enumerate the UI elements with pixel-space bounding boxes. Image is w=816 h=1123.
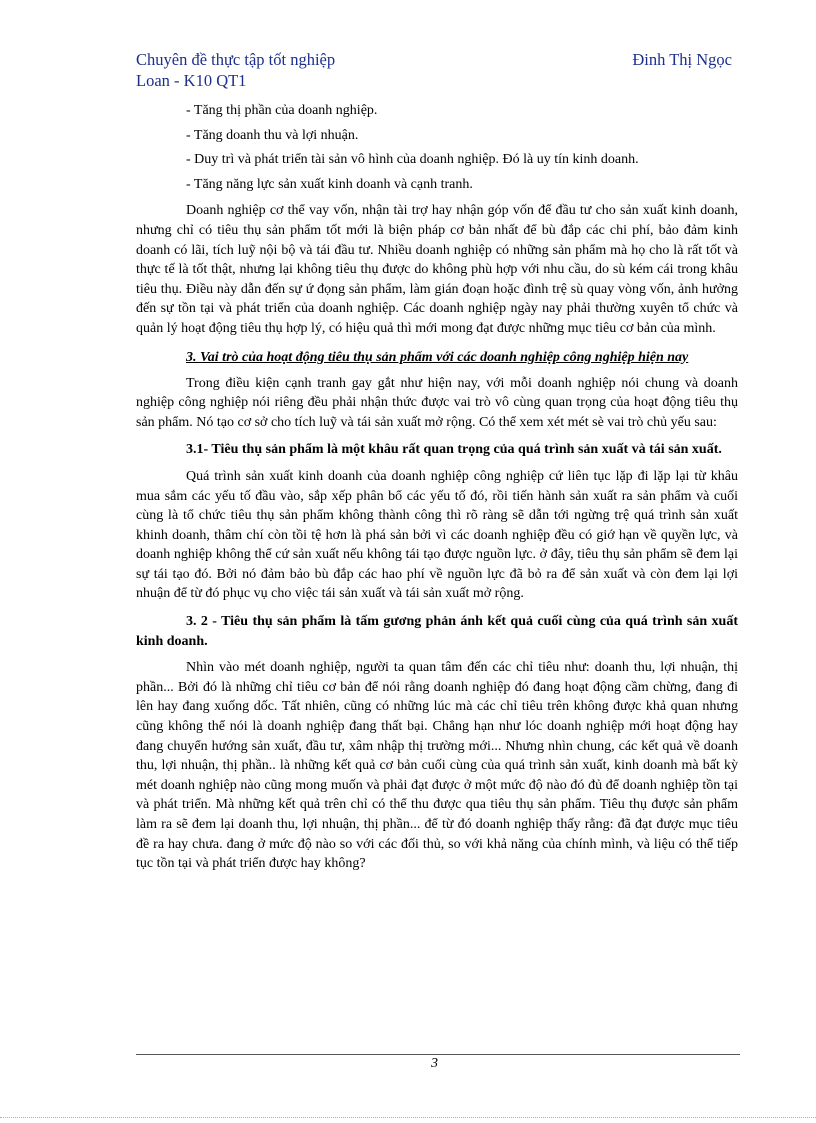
bullet-item: - Tăng năng lực sản xuất kinh doanh và cạnh tranh. [186,176,473,192]
subsection-heading: 3. 2 - Tiêu thụ sản phẩm là tấm gương phản ánh kết quả cuối cùng của quá trình sản xuất kinh doanh. [136,614,738,649]
document-body [136,101,738,874]
page-number: 3 [431,1056,438,1071]
bullet-item: - Duy trì và phát triển tài sản vô hình của doanh nghiệp. Đó là uy tín kinh doanh. [186,152,639,168]
paragraph: Quá trình sản xuất kinh doanh của doanh nghiệp công nghiệp cứ liên tục lặp đi lặp lại từ khâu mua sắm các yếu tố đầu vào, sắp xếp phân bổ các yếu tố đó, rồi tiến hành sản xuất ra sản phẩm và cuối cùng là tổ chức tiêu thụ sản phẩm không thành công thì rõ ràng sẽ dẫn tới ngừng trệ quá trình sản xuất khinh doanh, thâm chí còn tồi tệ hơn là phá sản bởi vì các doanh nghiệp đều có giớ hạn về quyền lực, và doanh nghiệp không thể cứ sản xuất nếu không tái tạo được nguồn lực. ở đây, tiêu thụ sản phẩm sẽ đem lại sự tái tạo đó. Bởi nó đảm bảo bù đắp các hao phí về nguồn lực đã bỏ ra để sản xuất và còn đem lại lợi nhuận để từ đó phục vụ cho việc tái sản xuất và tái sản xuất mở rộng. [136,468,738,602]
section-heading: 3. Vai trò của hoạt động tiêu thụ sản phẩm với các doanh nghiệp công nghiệp hiện nay [186,349,689,365]
bullet-item: - Tăng doanh thu và lợi nhuận. [186,127,359,143]
subsection-heading: 3.1- Tiêu thụ sản phẩm là một khâu rất quan trọng của quá trình sản xuất và tái sản xuất. [186,442,722,458]
paragraph: Trong điều kiện cạnh tranh gay gắt như hiện nay, với mỗi doanh nghiệp nói chung và doanh nghiệp công nghiệp nói riêng đều phải nhận thức được vai trò vô cùng quan trọng của hoạt động tiêu thụ sản phẩm. Nó tạo cơ sở cho tích luỹ và tái sản xuất mở rộng. Có thể xem xét mét sè vai trò chủ yếu sau: [136,375,738,430]
header-title: Chuyên đề thực tập tốt nghiệp [136,50,336,69]
paragraph: Doanh nghiệp cơ thể vay vốn, nhận tài trợ hay nhận góp vốn để đầu tư cho sản xuất kinh doanh, nhưng chỉ có tiêu thụ sản phẩm tốt mới là biện pháp cơ bản nhất để bù đắp các chi phí, bảo đảm kinh doanh có lãi, tích luỹ nội bộ và tái đầu tư. Nhiều doanh nghiệp có những sản phẩm mà họ cho là rất tốt và thực tế là tốt thật, nhưng lại không tiêu thụ được do không phù hợp với nhu cầu, do sù kém cái trong khâu tiêu thụ. Điều này dẫn đến sự ứ đọng sản phẩm, làm gián đoạn hoặc đình trệ sù quay vòng vốn, ảnh hưởng đến sự tồn tại và phát triển của doanh nghiệp. Các doanh nghiệp ngày nay phải thường xuyên tổ chức và quản lý hoạt động tiêu thụ hợp lý, có hiệu quả thì mới mong đạt được những mục tiêu cơ bản của mình. [136,203,738,336]
paragraph: Nhìn vào mét doanh nghiệp, người ta quan tâm đến các chỉ tiêu như: doanh thu, lợi nhuận, thị phần... Bởi đó là những chỉ tiêu cơ bản để nói rằng doanh nghiệp đó đang hoạt động cầm chừng, đang đi lên hay đang xuống dốc. Tất nhiên, cũng có những lúc mà các chỉ tiêu trên không được khả quan nhưng cũng không thể nói là doanh nghiệp đang thất bại. Chẳng hạn như lóc doanh nghiệp mới hoạt động hay đang chuyển hướng sản xuất, đầu tư, xâm nhập thị trường mới... Nhưng nhìn chung, các kết quả về doanh thu, lợi nhuận, thị phần.. là những kết quả cơ bản cuối cùng của quá trình sản xuất, kinh doanh mà bất kỳ mét doanh nghiệp nào cũng mong muốn và phải đạt được ở một mức độ nào đó đủ để doanh nghiệp tồn tại và phát triển. Mà những kết quả trên chỉ có thể thu được qua tiêu thụ sản phẩm. Tiêu thụ được sản phẩm làm ra sẽ đem lại doanh thu, lợi nhuận, thị phần... để từ đó doanh nghiệp thấy rằng: đã đạt được mục tiêu đề ra hay chưa. đang ở mức độ nào so với các đối thủ, so với khả năng của chính mình, và liệu có thể tiếp tục tồn tại và phát triển được hay không? [136,660,738,872]
page-edge-rule [0,1117,816,1118]
bullet-item: - Tăng thị phần của doanh nghiệp. [186,103,378,118]
header-author-continued: Loan - K10 QT1 [136,71,247,90]
footer-rule [136,1054,740,1055]
header-author: Đinh Thị Ngọc [632,50,732,69]
